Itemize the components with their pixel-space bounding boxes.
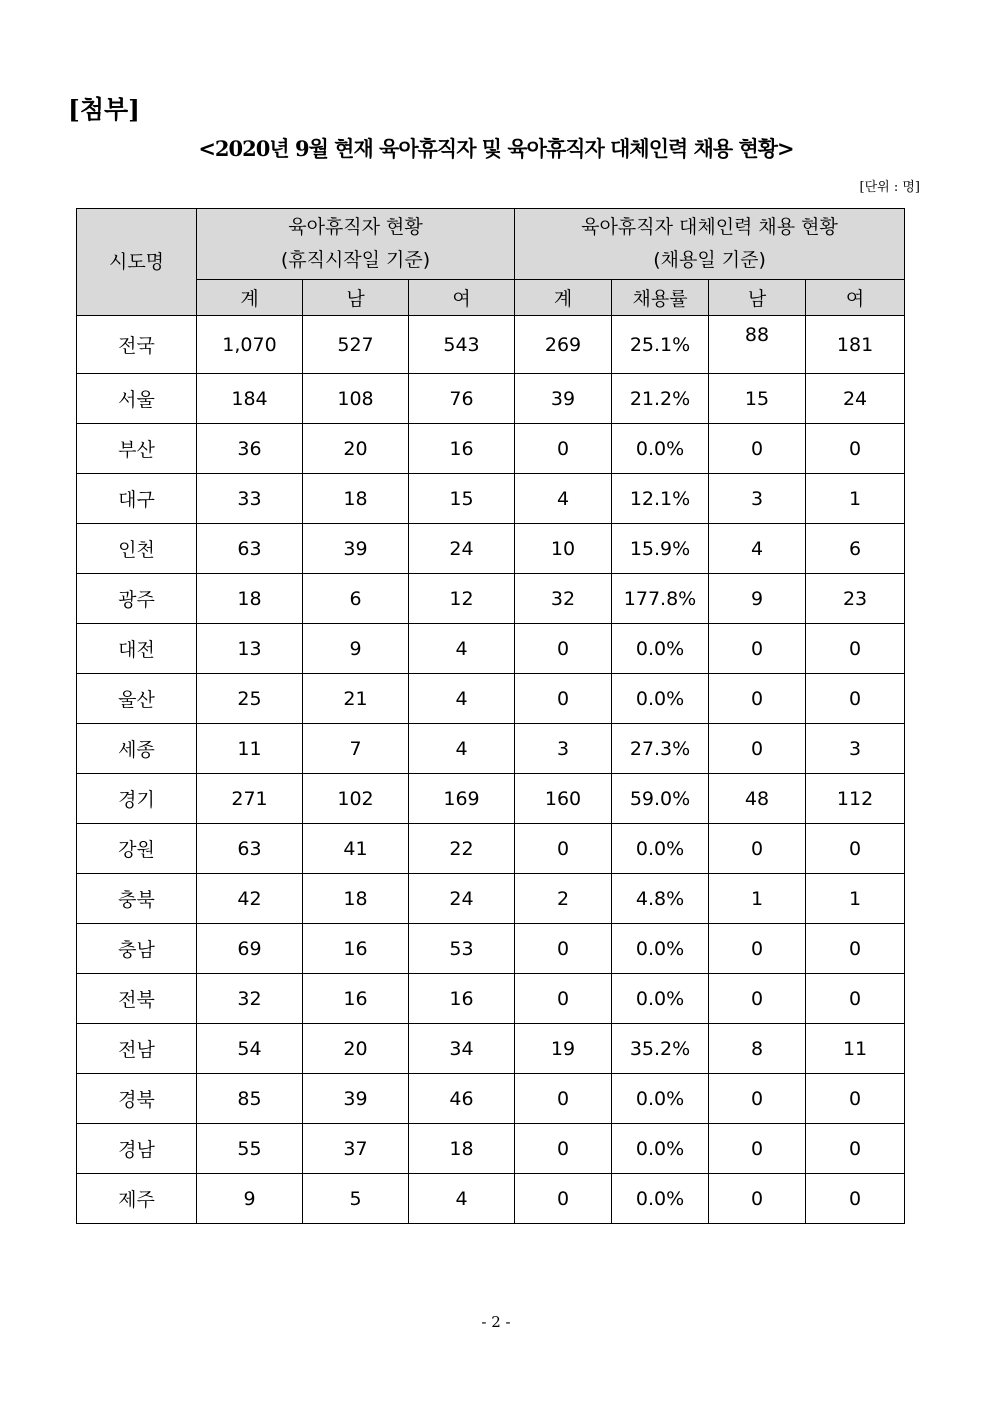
table-row (77, 1024, 905, 1074)
value-cell: 0.0% (612, 1124, 709, 1174)
value-cell: 0 (515, 974, 612, 1024)
value-cell: 46 (409, 1074, 515, 1124)
value-cell: 3 (806, 724, 905, 774)
value-cell: 37 (303, 1124, 409, 1174)
replacement-group-line2: (채용일 기준) (653, 249, 766, 271)
value-cell: 543 (409, 316, 515, 374)
value-cell: 18 (409, 1124, 515, 1174)
value-cell: 0.0% (612, 1174, 709, 1224)
value-cell: 16 (303, 924, 409, 974)
value-cell: 0.0% (612, 624, 709, 674)
region-cell: 세종 (77, 724, 197, 774)
value-cell: 36 (197, 424, 303, 474)
value-cell: 12 (409, 574, 515, 624)
value-cell: 4 (409, 1174, 515, 1224)
sub-header: 남 (709, 280, 806, 316)
region-cell: 부산 (77, 424, 197, 474)
table-row (77, 974, 905, 1024)
value-cell: 32 (515, 574, 612, 624)
value-cell: 16 (409, 974, 515, 1024)
value-cell: 102 (303, 774, 409, 824)
table-row (77, 474, 905, 524)
replacement-group-line1: 육아휴직자 대체인력 채용 현황 (581, 216, 838, 238)
region-cell: 인천 (77, 524, 197, 574)
value-cell: 24 (409, 874, 515, 924)
region-cell: 충북 (77, 874, 197, 924)
table-row (77, 624, 905, 674)
value-cell: 10 (515, 524, 612, 574)
sub-header: 계 (197, 280, 303, 316)
value-cell: 0.0% (612, 824, 709, 874)
table-row (77, 724, 905, 774)
value-cell: 25 (197, 674, 303, 724)
value-cell: 54 (197, 1024, 303, 1074)
value-cell: 0 (515, 824, 612, 874)
value-cell: 2 (515, 874, 612, 924)
value-cell: 21.2% (612, 374, 709, 424)
region-cell: 서울 (77, 374, 197, 424)
value-cell: 25.1% (612, 316, 709, 374)
value-cell: 4 (409, 724, 515, 774)
value-cell: 0 (709, 424, 806, 474)
sub-header: 남 (303, 280, 409, 316)
region-cell: 전남 (77, 1024, 197, 1074)
value-cell: 0 (806, 624, 905, 674)
value-text: 88 (744, 323, 770, 346)
value-cell: 0 (515, 1174, 612, 1224)
value-cell: 0.0% (612, 424, 709, 474)
value-cell: 24 (409, 524, 515, 574)
sub-header: 여 (806, 280, 905, 316)
value-cell: 0 (709, 974, 806, 1024)
value-cell: 184 (197, 374, 303, 424)
value-cell: 3 (515, 724, 612, 774)
value-cell: 23 (806, 574, 905, 624)
value-cell: 16 (409, 424, 515, 474)
leave-status-table (76, 208, 905, 1224)
value-cell: 63 (197, 524, 303, 574)
replacement-group-header (515, 209, 905, 280)
value-cell: 0 (709, 674, 806, 724)
value-cell: 55 (197, 1124, 303, 1174)
value-cell: 0 (806, 824, 905, 874)
value-cell: 20 (303, 1024, 409, 1074)
value-cell: 0.0% (612, 924, 709, 974)
value-cell: 4 (709, 524, 806, 574)
value-cell: 0 (515, 424, 612, 474)
table-row (77, 574, 905, 624)
value-cell: 269 (515, 316, 612, 374)
value-cell: 21 (303, 674, 409, 724)
value-cell: 0 (709, 824, 806, 874)
value-cell: 15 (709, 374, 806, 424)
value-cell: 76 (409, 374, 515, 424)
table-row (77, 524, 905, 574)
value-cell: 9 (303, 624, 409, 674)
value-cell: 4 (515, 474, 612, 524)
region-cell: 경기 (77, 774, 197, 824)
region-cell: 제주 (77, 1174, 197, 1224)
page-number: - 2 - (481, 1313, 511, 1331)
table-row (77, 824, 905, 874)
value-cell: 18 (197, 574, 303, 624)
value-cell: 15 (409, 474, 515, 524)
region-cell: 경남 (77, 1124, 197, 1174)
value-cell: 6 (806, 524, 905, 574)
value-cell: 48 (709, 774, 806, 824)
value-cell: 11 (197, 724, 303, 774)
table-row (77, 1074, 905, 1124)
value-cell: 4.8% (612, 874, 709, 924)
value-cell: 177.8% (612, 574, 709, 624)
region-cell: 강원 (77, 824, 197, 874)
value-cell: 0 (806, 1174, 905, 1224)
value-cell: 4 (409, 624, 515, 674)
value-cell: 0 (806, 1074, 905, 1124)
table-row (77, 1124, 905, 1174)
table-row (77, 424, 905, 474)
value-cell: 16 (303, 974, 409, 1024)
value-cell: 53 (409, 924, 515, 974)
value-cell: 0 (709, 724, 806, 774)
value-cell: 13 (197, 624, 303, 674)
sub-header: 여 (409, 280, 515, 316)
value-cell: 1 (806, 874, 905, 924)
value-cell: 0 (515, 1124, 612, 1174)
value-cell: 42 (197, 874, 303, 924)
value-cell: 0 (709, 1074, 806, 1124)
value-cell: 63 (197, 824, 303, 874)
value-cell: 9 (197, 1174, 303, 1224)
value-cell: 35.2% (612, 1024, 709, 1074)
value-cell: 85 (197, 1074, 303, 1124)
region-cell: 충남 (77, 924, 197, 974)
value-cell: 0 (806, 424, 905, 474)
table-row (77, 374, 905, 424)
value-cell: 41 (303, 824, 409, 874)
value-cell: 108 (303, 374, 409, 424)
region-cell: 경북 (77, 1074, 197, 1124)
value-cell: 7 (303, 724, 409, 774)
table-body (77, 316, 905, 1224)
value-cell: 271 (197, 774, 303, 824)
document-title: <2020년 9월 현재 육아휴직자 및 육아휴직자 대체인력 채용 현황> (198, 136, 794, 161)
value-cell: 4 (409, 674, 515, 724)
leave-group-header (197, 209, 515, 280)
value-cell: 1 (806, 474, 905, 524)
value-cell: 19 (515, 1024, 612, 1074)
value-cell: 112 (806, 774, 905, 824)
value-cell: 0 (709, 1174, 806, 1224)
value-cell: 0 (806, 674, 905, 724)
value-cell: 181 (806, 316, 905, 374)
value-cell: 69 (197, 924, 303, 974)
value-cell: 22 (409, 824, 515, 874)
region-header: 시도명 (77, 209, 197, 316)
value-cell: 0 (709, 1124, 806, 1174)
value-cell: 3 (709, 474, 806, 524)
region-cell: 대구 (77, 474, 197, 524)
table-row (77, 924, 905, 974)
value-cell: 34 (409, 1024, 515, 1074)
value-cell: 0 (515, 1074, 612, 1124)
value-cell: 33 (197, 474, 303, 524)
value-cell: 27.3% (612, 724, 709, 774)
value-cell: 11 (806, 1024, 905, 1074)
value-cell: 0 (806, 974, 905, 1024)
value-cell: 0 (806, 924, 905, 974)
value-cell: 0 (515, 624, 612, 674)
region-cell: 대전 (77, 624, 197, 674)
value-cell: 0 (515, 674, 612, 724)
value-cell: 39 (515, 374, 612, 424)
table-row (77, 674, 905, 724)
value-cell: 0.0% (612, 674, 709, 724)
value-cell: 0.0% (612, 974, 709, 1024)
value-cell: 160 (515, 774, 612, 824)
value-cell: 9 (709, 574, 806, 624)
table-row (77, 874, 905, 924)
value-cell: 39 (303, 524, 409, 574)
value-cell (709, 316, 806, 374)
value-cell: 1 (709, 874, 806, 924)
unit-label: [단위 : 명] (859, 180, 920, 195)
value-cell: 20 (303, 424, 409, 474)
leave-group-line1: 육아휴직자 현황 (288, 216, 423, 238)
sub-header: 채용률 (612, 280, 709, 316)
value-cell: 39 (303, 1074, 409, 1124)
value-cell: 8 (709, 1024, 806, 1074)
value-cell: 169 (409, 774, 515, 824)
value-cell: 32 (197, 974, 303, 1024)
value-cell: 1,070 (197, 316, 303, 374)
value-cell: 0 (806, 1124, 905, 1174)
value-cell: 527 (303, 316, 409, 374)
attachment-label: [첨부] (68, 95, 140, 124)
value-cell: 0 (709, 624, 806, 674)
value-cell: 12.1% (612, 474, 709, 524)
table-row (77, 774, 905, 824)
leave-group-line2: (휴직시작일 기준) (280, 249, 431, 271)
value-cell: 24 (806, 374, 905, 424)
region-cell: 전국 (77, 316, 197, 374)
value-cell: 0 (709, 924, 806, 974)
table-row (77, 316, 905, 374)
value-cell: 5 (303, 1174, 409, 1224)
value-cell: 18 (303, 874, 409, 924)
region-cell: 전북 (77, 974, 197, 1024)
region-cell: 울산 (77, 674, 197, 724)
value-cell: 15.9% (612, 524, 709, 574)
table-row (77, 1174, 905, 1224)
value-cell: 18 (303, 474, 409, 524)
sub-header: 계 (515, 280, 612, 316)
region-cell: 광주 (77, 574, 197, 624)
value-cell: 0.0% (612, 1074, 709, 1124)
value-cell: 0 (515, 924, 612, 974)
value-cell: 6 (303, 574, 409, 624)
value-cell: 59.0% (612, 774, 709, 824)
